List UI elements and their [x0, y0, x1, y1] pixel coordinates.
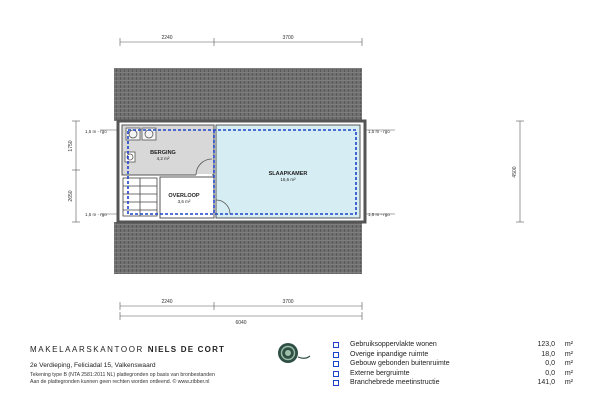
height-mark-top-left: 1,5 m - rgo: [85, 129, 107, 134]
legend-swatch-icon: [333, 371, 339, 377]
company-prefix: MAKELAARSKANTOOR: [30, 345, 144, 354]
legend-unit: m²: [564, 350, 573, 358]
legend-label: Overige inpandige ruimte: [350, 350, 429, 358]
roof-top: [114, 68, 362, 121]
boiler-icon: [125, 152, 135, 162]
room-area-overloop: 3,6 m²: [177, 199, 191, 204]
area-legend: [333, 341, 573, 389]
dim-top-right: 3700: [282, 35, 294, 41]
legend-row: [333, 370, 573, 380]
logo-icon: [278, 343, 310, 363]
legend-label: Externe bergruimte: [350, 369, 410, 377]
legend-label: Branchebrede meetinstructie: [350, 379, 440, 386]
height-mark-bottom-right: 1,5 m - rgo: [368, 212, 390, 217]
dim-bottom-left: 2240: [161, 299, 173, 305]
room-area-berging: 4,2 m²: [156, 156, 170, 161]
room-label-slaapkamer: SLAAPKAMER: [268, 171, 308, 177]
dim-left-upper: 1750: [68, 140, 74, 152]
company-name: NIELS DE CORT: [147, 345, 226, 354]
legend-label: Gebouw gebonden buitenruimte: [350, 360, 450, 367]
disclaimer: Aan de plattegronden kunnen geen rechten worden ontleend. © www.zibber.nl: [30, 379, 210, 385]
dim-right: 4500: [512, 166, 518, 178]
legend-unit: m²: [564, 360, 573, 367]
legend-swatch-icon: [333, 361, 339, 367]
legend-value: 0,0: [545, 369, 555, 377]
room-label-berging: BERGING: [150, 150, 176, 156]
legend-unit: m²: [564, 369, 573, 377]
legend-row: [333, 351, 573, 361]
legend-unit: m²: [564, 379, 573, 386]
legend-row: [333, 360, 573, 370]
company-brand: [30, 345, 225, 354]
legend-swatch-icon: [333, 352, 339, 358]
legend-unit: m²: [564, 341, 573, 348]
legend-value: 0,0: [545, 360, 555, 367]
room-label-overloop: OVERLOOP: [168, 193, 200, 199]
dim-bottom-right: 3700: [282, 299, 294, 305]
roof-bottom: [114, 222, 362, 274]
legend-label: Gebruiksoppervlakte wonen: [350, 341, 437, 348]
dim-total: 6040: [235, 320, 247, 326]
legend-swatch-icon: [333, 380, 339, 386]
legend-row: [333, 341, 573, 351]
legend-value: 123,0: [537, 341, 555, 348]
drawing-note: Tekening type B (NTA 2581:2011 NL) plattegronden op basis van bronbestanden: [30, 372, 215, 378]
height-mark-top-right: 1,5 m - rgo: [368, 129, 390, 134]
room-area-slaapkamer: 16,6 m²: [280, 177, 296, 182]
legend-value: 141,0: [537, 379, 555, 386]
legend-swatch-icon: [333, 342, 339, 348]
legend-value: 18,0: [541, 350, 555, 358]
legend-row: [333, 379, 573, 389]
dim-top-left: 2240: [161, 35, 173, 41]
height-mark-bottom-left: 1,5 m - rgo: [85, 212, 107, 217]
dim-left-lower: 2650: [68, 190, 74, 202]
address: 2e Verdieping, Feliciadal 15, Valkenswaard: [30, 362, 156, 369]
